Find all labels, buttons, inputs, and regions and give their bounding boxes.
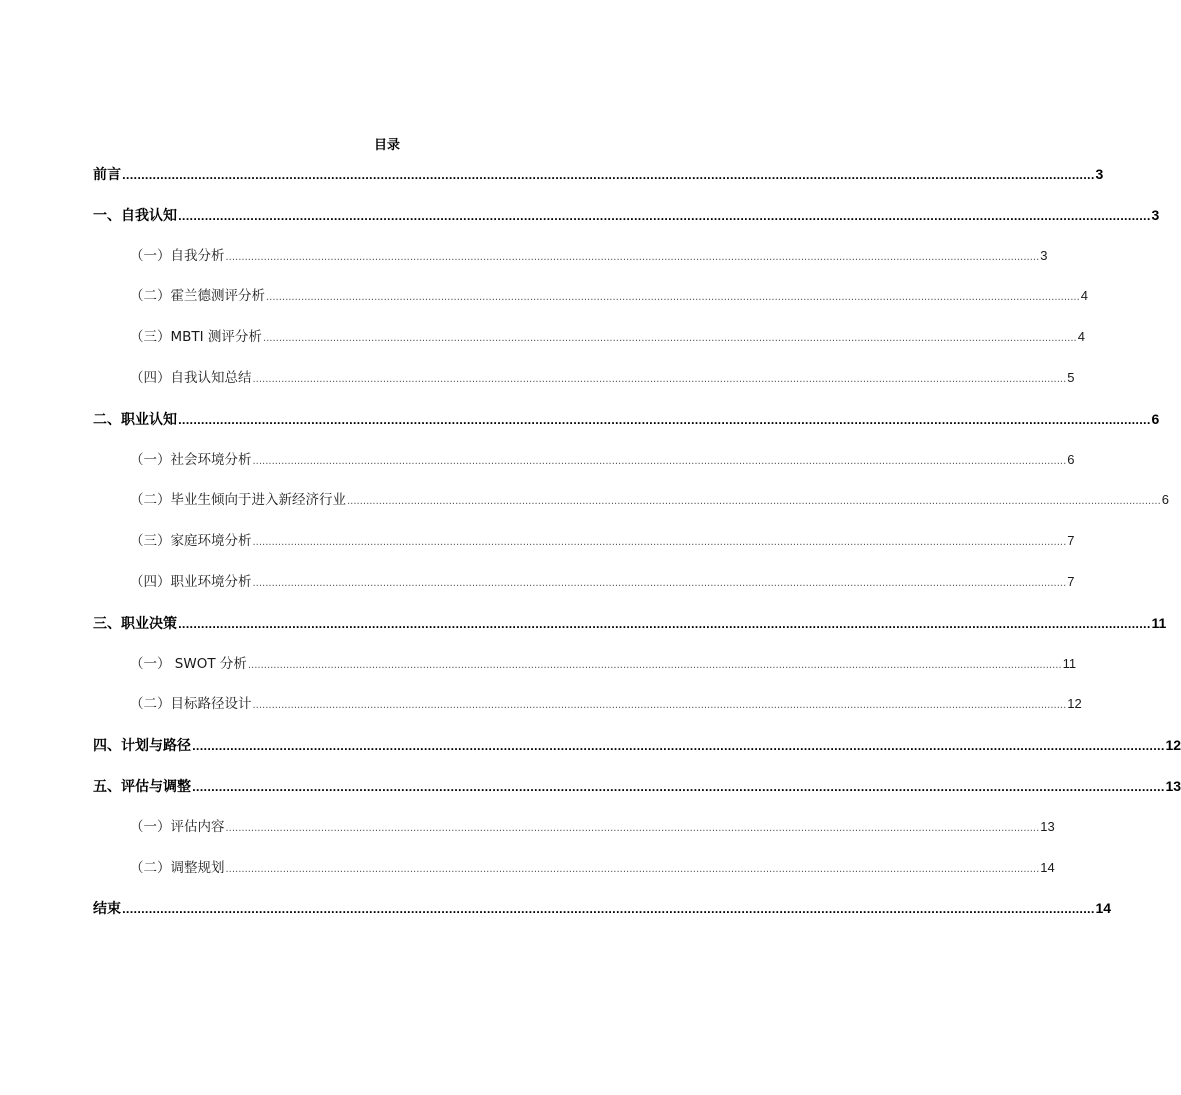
toc-page-number: 12 xyxy=(1067,696,1082,711)
toc-entry-label: 自我认知 xyxy=(121,208,177,224)
toc-entry-section[interactable] xyxy=(130,368,1075,388)
toc-entry-label: （二）目标路径设计 xyxy=(130,696,252,712)
toc-page-number: 3 xyxy=(1040,248,1048,263)
toc-entry-label: （一） SWOT 分析 xyxy=(130,656,247,672)
toc-entry-section[interactable] xyxy=(130,450,1075,470)
toc-entry-section[interactable] xyxy=(130,858,1055,878)
toc-entry-label: （二）毕业生倾向于进入新经济行业 xyxy=(130,492,346,508)
toc-leader-dots: ................................................................................................................................................................................................................................................................ xyxy=(247,660,1062,671)
toc-page-number: 4 xyxy=(1077,329,1085,344)
toc-entry-label: （三）家庭环境分析 xyxy=(130,533,252,549)
toc-page-number: 5 xyxy=(1067,370,1075,385)
toc-entry-label: （一）自我分析 xyxy=(130,248,225,264)
toc-entry-section[interactable] xyxy=(130,286,1088,306)
toc-leader-dots: ................................................................................................................................................................................................................................................................ xyxy=(252,456,1067,467)
toc-entry-chapter[interactable] xyxy=(93,205,1160,225)
toc-entry-section[interactable] xyxy=(130,817,1055,837)
toc-leader-dots: ................................................................................................................................................................................................................................................................ xyxy=(225,823,1040,834)
toc-leader-dots: ................................................................................................................................................................................................................................................................ xyxy=(252,578,1067,589)
toc-entry-label: 前言 xyxy=(93,167,121,183)
toc-entry-section[interactable] xyxy=(130,572,1075,592)
toc-leader-dots: ................................................................................................................................................................................................................................................................ xyxy=(192,783,1165,794)
toc-entry-chapter[interactable] xyxy=(93,164,1104,184)
toc-entry-number: 二、 xyxy=(93,412,121,428)
toc-leader-dots: ................................................................................................................................................................................................................................................................ xyxy=(252,700,1067,711)
toc-leader-dots: ................................................................................................................................................................................................................................................................ xyxy=(122,171,1095,182)
toc-entry-label: 五、评估与调整 xyxy=(93,779,191,795)
toc-entry-label: （三）MBTI 测评分析 xyxy=(130,329,262,345)
toc-entry-label: 职业决策 xyxy=(121,616,177,632)
toc-entry-label: （四）职业环境分析 xyxy=(130,574,252,590)
toc-entry-label: （一）社会环境分析 xyxy=(130,452,252,468)
toc-entry-chapter[interactable] xyxy=(93,409,1160,429)
toc-leader-dots: ................................................................................................................................................................................................................................................................ xyxy=(122,905,1095,916)
toc-entry-label: （一）评估内容 xyxy=(130,819,225,835)
toc-entry-section[interactable] xyxy=(130,246,1048,266)
toc-entry-label: 计划与路径 xyxy=(121,738,191,754)
toc-entry-number: 四、 xyxy=(93,738,121,754)
toc-entry-label: 结束 xyxy=(93,901,121,917)
toc-entry-section[interactable] xyxy=(130,531,1075,551)
toc-leader-dots: ................................................................................................................................................................................................................................................................ xyxy=(347,496,1161,507)
toc-entry-chapter[interactable] xyxy=(93,776,1181,796)
toc-page-number: 7 xyxy=(1067,533,1075,548)
toc-leader-dots: ................................................................................................................................................................................................................................................................ xyxy=(266,292,1080,303)
toc-page-number: 7 xyxy=(1067,574,1075,589)
toc-page-number: 14 xyxy=(1040,860,1055,875)
toc-leader-dots: ................................................................................................................................................................................................................................................................ xyxy=(178,416,1151,427)
toc-entry-section[interactable] xyxy=(130,654,1077,674)
toc-leader-dots: ................................................................................................................................................................................................................................................................ xyxy=(252,374,1067,385)
toc-page-number: 6 xyxy=(1067,452,1075,467)
toc-entry-label: 职业认知 xyxy=(121,412,177,428)
toc-page-number: 14 xyxy=(1095,900,1112,916)
toc-page-number: 13 xyxy=(1040,819,1055,834)
toc-page-number: 3 xyxy=(1151,207,1160,223)
toc-entry-chapter[interactable] xyxy=(93,898,1112,918)
toc-page-number: 12 xyxy=(1165,737,1181,753)
toc-page-number: 6 xyxy=(1151,411,1160,427)
toc-page-number: 13 xyxy=(1165,778,1181,794)
toc-entry-chapter[interactable] xyxy=(93,735,1181,755)
toc-title: 目录 xyxy=(373,138,400,153)
toc-entry-label: （四）自我认知总结 xyxy=(130,370,252,386)
toc-entry-chapter[interactable] xyxy=(93,613,1167,633)
toc-leader-dots: ................................................................................................................................................................................................................................................................ xyxy=(192,742,1165,753)
toc-entry-number: 三、 xyxy=(93,616,121,632)
toc-page-number: 11 xyxy=(1151,615,1167,631)
toc-entry-section[interactable] xyxy=(130,694,1082,714)
toc-leader-dots: ................................................................................................................................................................................................................................................................ xyxy=(252,537,1067,548)
toc-leader-dots: ................................................................................................................................................................................................................................................................ xyxy=(225,864,1040,875)
toc-entry-section[interactable] xyxy=(130,490,1169,510)
toc-page-number: 11 xyxy=(1062,656,1077,671)
toc-page-number: 6 xyxy=(1161,492,1169,507)
toc-page-number: 4 xyxy=(1080,288,1088,303)
toc-entry-number: 一、 xyxy=(93,208,121,224)
toc-leader-dots: ................................................................................................................................................................................................................................................................ xyxy=(225,252,1040,263)
toc-entry-section[interactable] xyxy=(130,327,1085,347)
toc-leader-dots: ................................................................................................................................................................................................................................................................ xyxy=(178,620,1151,631)
toc-entry-label: （二）调整规划 xyxy=(130,860,225,876)
toc-page-number: 3 xyxy=(1095,166,1104,182)
toc-leader-dots: ................................................................................................................................................................................................................................................................ xyxy=(262,333,1077,344)
toc-entry-label: （二）霍兰德测评分析 xyxy=(130,288,265,304)
toc-leader-dots: ................................................................................................................................................................................................................................................................ xyxy=(178,212,1151,223)
